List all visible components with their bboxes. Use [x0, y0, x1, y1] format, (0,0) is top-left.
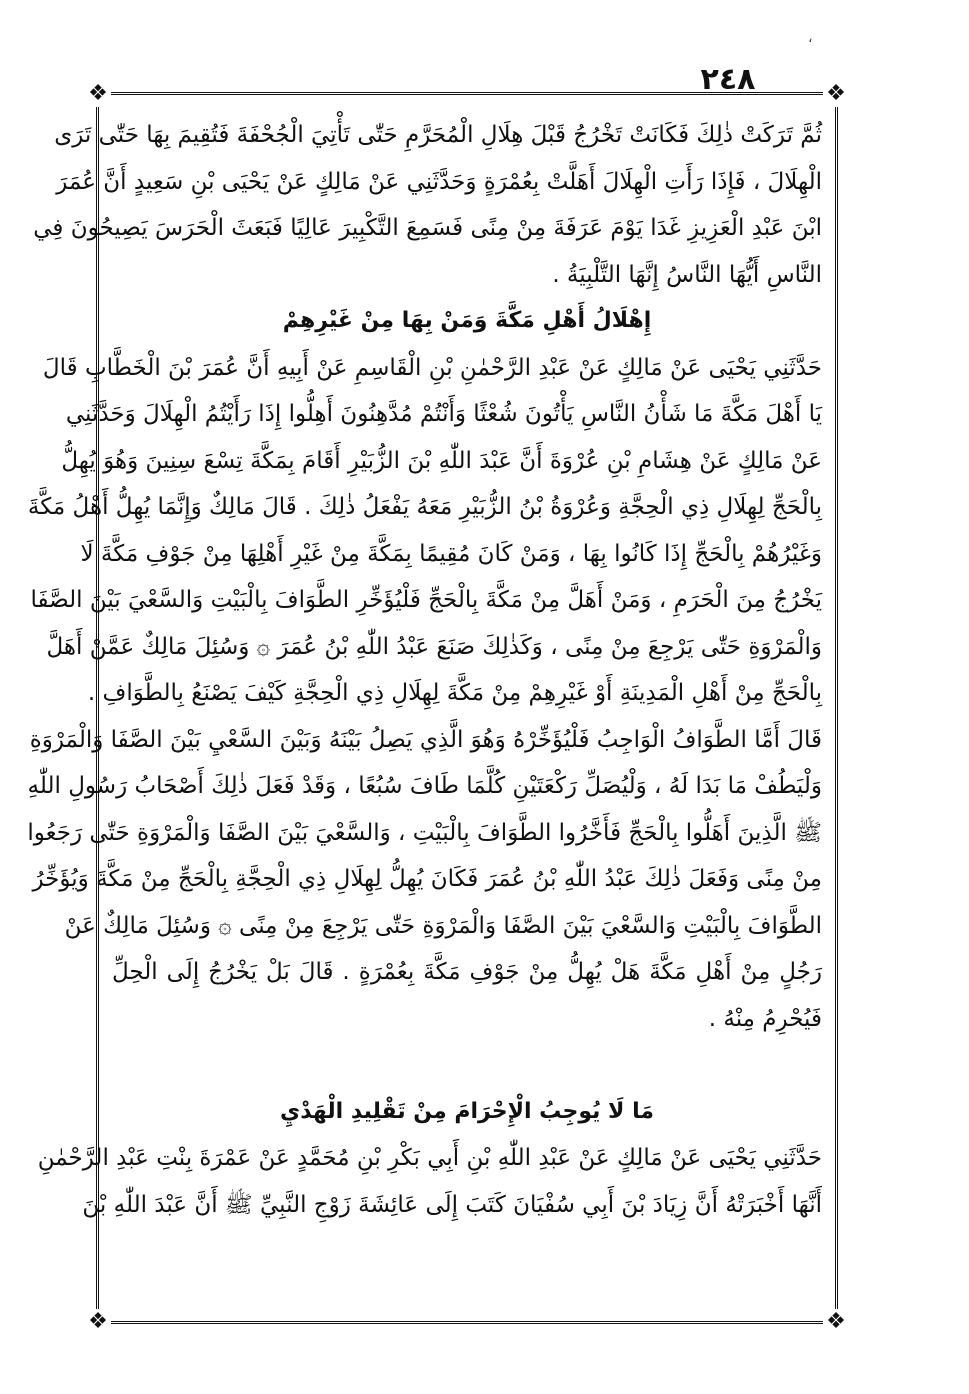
- margin-mark: ،: [808, 30, 813, 46]
- page-number: ٢٤٨: [700, 62, 756, 97]
- text-line: عَنْ مَالِكٍ عَنْ هِشَامِ بْنِ عُرْوَةَ أَنَّ عَبْدَ اللّٰهِ بْنَ الزُّبَيْرِ أَقَامَ بِمَكَّةَ تِسْعَ سِنِينَ وَهُوَ يُهِلُّ: [61, 447, 822, 474]
- text-line: الطَّوَافَ بِالْبَيْتِ وَالسَّعْيَ بَيْنَ الصَّفَا وَالْمَرْوَةِ حَتّٰى يَرْجِعَ مِنْ مِنًى ۞ وَسُئِلَ مَالِكٌ عَنْ: [64, 912, 822, 939]
- text-line: مِنْ مِنًى وَفَعَلَ ذٰلِكَ عَبْدُ اللّٰهِ بْنُ عُمَرَ فَكَانَ يُهِلُّ لِهِلَالِ ذِي الْحِجَّةِ بِالْحَجِّ مِنْ مَكَّةَ وَيُؤَخِّرُ: [32, 866, 822, 892]
- spacer: [112, 1042, 822, 1089]
- text-line: ثُمَّ تَرَكَتْ ذٰلِكَ فَكَانَتْ تَخْرُجُ قَبْلَ هِلَالِ الْمُحَرَّمِ حَتّٰى تَأْتِيَ الْجُحْفَةَ فَتُقِيمَ بِهَا حَتّٰى تَرَى: [54, 122, 822, 148]
- text-line: بِالْحَجِّ لِهِلَالِ ذِي الْحِجَّةِ وَعُرْوَةُ بْنُ الزُّبَيْرِ مَعَهُ يَفْعَلُ ذٰلِكَ . قَالَ مَالِكٌ وَإِنَّمَا يُهِلُّ أَهْلُ مَكَّةَ: [27, 494, 822, 520]
- text-line: بِالْحَجِّ مِنْ أَهْلِ الْمَدِينَةِ أَوْ غَيْرِهِمْ مِنْ مَكَّةَ لِهِلَالِ ذِي الْحِجَّةِ كَيْفَ يَصْنَعُ بِالطَّوَافِ .: [87, 680, 822, 706]
- section-heading: مَا لَا يُوجِبُ الْإِحْرَامَ مِنْ تَقْلِيدِ الْهَدْيِ: [280, 1098, 654, 1124]
- text-line: وَغَيْرُهُمْ بِالْحَجِّ إِذَا كَانُوا بِهَا ، وَمَنْ كَانَ مُقِيمًا بِمَكَّةَ مِنْ غَيْرِ أَهْلِهَا مِنْ جَوْفِ مَكَّةَ لَا: [80, 540, 822, 567]
- text-line: وَالْمَرْوَةِ حَتّٰى يَرْجِعَ مِنْ مِنًى ، وَكَذٰلِكَ صَنَعَ عَبْدُ اللّٰهِ بْنُ عُمَرَ ۞ وَسُئِلَ مَالِكٌ عَمَّنْ أَهَلَّ: [46, 633, 822, 660]
- corner-ornament-icon: ❖: [823, 81, 849, 107]
- corner-ornament-icon: ❖: [85, 81, 111, 107]
- text-line: يَخْرُجُ مِنَ الْحَرَمِ ، وَمَنْ أَهَلَّ مِنْ مَكَّةَ بِالْحَجِّ فَلْيُؤَخِّرِ الطَّوَافَ بِالْبَيْتِ وَالسَّعْيَ بَيْنَ الصَّفَا: [30, 587, 822, 613]
- text-line: الْهِلَالَ ، فَإِذَا رَأَتِ الْهِلَالَ أَهَلَّتْ بِعُمْرَةٍ وَحَدَّثَنِي عَنْ مَالِكٍ عَنْ يَحْيَى بْنِ سَعِيدٍ أَنَّ عُمَرَ: [56, 168, 822, 195]
- page-text: [27, 112, 822, 1228]
- text-line: النَّاسِ أَيُّهَا النَّاسُ إِنَّهَا التَّلْبِيَةُ .: [552, 261, 822, 288]
- text-line: أَنَّهَا أَخْبَرَتْهُ أَنَّ زِيَادَ بْنَ أَبِي سُفْيَانَ كَتَبَ إِلَى عَائِشَةَ زَوْجِ النَّبِيِّ ﷺ أَنَّ عَبْدَ اللّٰهِ بْنَ: [82, 1191, 822, 1218]
- text-line: رَجُلٍ مِنْ أَهْلِ مَكَّةَ هَلْ يُهِلُّ مِنْ جَوْفِ مَكَّةَ بِعُمْرَةٍ . قَالَ بَلْ يَخْرُجُ إِلَى الْحِلِّ: [112, 959, 822, 985]
- text-line: حَدَّثَنِي يَحْيَى عَنْ مَالِكٍ عَنْ عَبْدِ اللّٰهِ بْنِ أَبِي بَكْرِ بْنِ مُحَمَّدٍ عَنْ عَمْرَةَ بِنْتِ عَبْدِ الرَّحْمٰنِ: [37, 1145, 822, 1171]
- text-line: وَلْيَطُفْ مَا بَدَا لَهُ ، وَلْيُصَلِّ رَكْعَتَيْنِ كُلَّمَا طَافَ سُبُعًا ، وَقَدْ فَعَلَ ذٰلِكَ أَصْحَابُ رَسُولِ اللّٰهِ: [27, 773, 822, 799]
- text-line: يَا أَهْلَ مَكَّةَ مَا شَأْنُ النَّاسِ يَأْتُونَ شُعْثًا وَأَنْتُمْ مُدَّهِنُونَ أَهِلُّوا إِذَا رَأَيْتُمُ الْهِلَالَ وَحَدَّثَنِي: [65, 401, 822, 427]
- text-line: قَالَ أَمَّا الطَّوَافُ الْوَاجِبُ فَلْيُؤَخِّرْهُ وَهُوَ الَّذِي يَصِلُ بَيْنَهُ وَبَيْنَ السَّعْيِ بَيْنَ الصَّفَا وَالْمَرْوَةِ: [29, 726, 822, 753]
- text-line: حَدَّثَنِي يَحْيَى عَنْ مَالِكٍ عَنْ عَبْدِ الرَّحْمٰنِ بْنِ الْقَاسِمِ عَنْ أَبِيهِ أَنَّ عُمَرَ بْنَ الْخَطَّابِ قَالَ: [42, 354, 822, 381]
- corner-ornament-icon: ❖: [85, 1309, 111, 1335]
- text-line: ﷺ الَّذِينَ أَهَلُّوا بِالْحَجِّ فَأَخَّرُوا الطَّوَافَ بِالْبَيْتِ ، وَالسَّعْيَ بَيْنَ الصَّفَا وَالْمَرْوَةِ حَتّٰى رَجَعُوا: [27, 819, 822, 846]
- text-line: ابْنَ عَبْدِ الْعَزِيزِ غَدَا يَوْمَ عَرَفَةَ مِنْ مِنًى فَسَمِعَ التَّكْبِيرَ عَالِيًا فَبَعَثَ الْحَرَسَ يَصِيحُونَ فِي: [33, 215, 822, 241]
- text-line: فَيُحْرِمُ مِنْهُ .: [708, 1005, 822, 1032]
- section-heading: إِهْلَالُ أَهْلِ مَكَّةَ وَمَنْ بِهَا مِنْ غَيْرِهِمْ: [282, 308, 652, 333]
- corner-ornament-icon: ❖: [823, 1309, 849, 1335]
